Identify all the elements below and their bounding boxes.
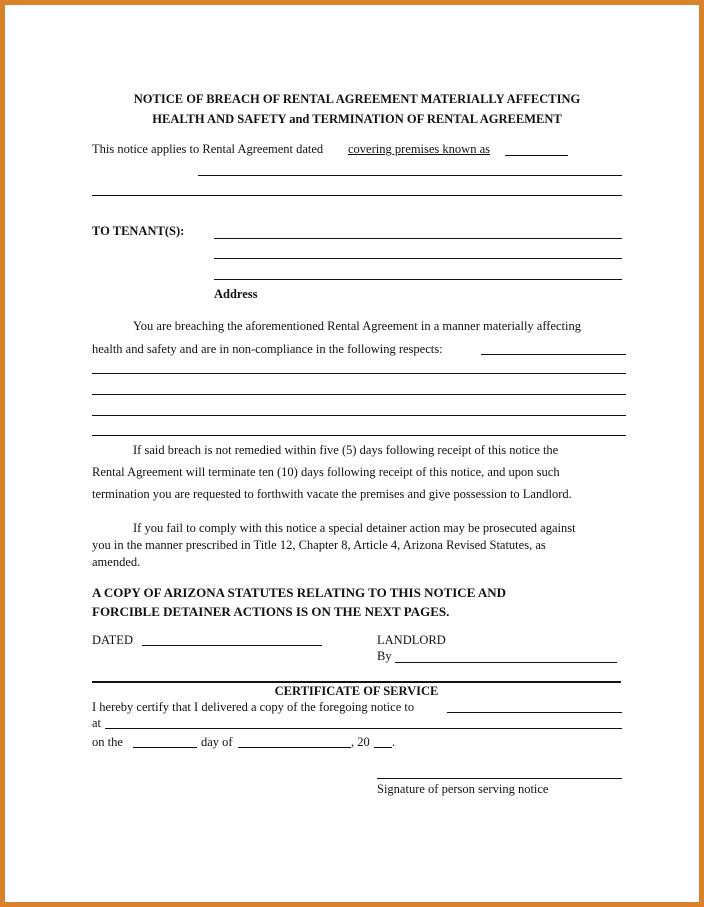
respects-line bbox=[481, 354, 626, 355]
at-label: at bbox=[92, 716, 102, 730]
year-prefix: , 20 bbox=[351, 735, 370, 749]
tenant-line-3 bbox=[214, 279, 622, 280]
respects-line-4 bbox=[92, 415, 626, 416]
remedy-line-2: Rental Agreement will terminate ten (10) days following receipt of this notice, and upon such bbox=[92, 465, 560, 479]
certificate-divider bbox=[92, 681, 621, 683]
detainer-line-3: amended. bbox=[92, 555, 141, 569]
respects-line-2 bbox=[92, 373, 626, 374]
detainer-line-2: you in the manner prescribed in Title 12, Chapter 8, Article 4, Arizona Revised Statutes, as bbox=[92, 538, 546, 552]
certify-text: I hereby certify that I delivered a copy of the foregoing notice to bbox=[92, 700, 415, 714]
certificate-title: CERTIFICATE OF SERVICE bbox=[274, 684, 439, 698]
month-line bbox=[238, 747, 351, 748]
dated-line bbox=[142, 645, 322, 646]
premises-line-2 bbox=[198, 175, 622, 176]
signature-label: Signature of person serving notice bbox=[377, 782, 549, 796]
dated-label: DATED bbox=[92, 633, 133, 647]
applies-text: This notice applies to Rental Agreement dated bbox=[92, 142, 324, 156]
breach-line-1: You are breaching the aforementioned Rental Agreement in a manner materially affecting bbox=[133, 319, 581, 333]
landlord-signature-line bbox=[395, 662, 617, 663]
by-label: By bbox=[377, 649, 392, 663]
landlord-label: LANDLORD bbox=[377, 633, 446, 647]
copy-line-1: A COPY OF ARIZONA STATUTES RELATING TO THIS NOTICE AND bbox=[92, 585, 507, 600]
tenant-line-1 bbox=[214, 238, 622, 239]
copy-line-2: FORCIBLE DETAINER ACTIONS IS ON THE NEXT PAGES. bbox=[92, 604, 450, 619]
year-line bbox=[374, 747, 392, 748]
tenant-line-2 bbox=[214, 258, 622, 259]
address-label: Address bbox=[214, 287, 258, 301]
year-suffix: . bbox=[392, 735, 396, 749]
at-line bbox=[105, 728, 622, 729]
title-line-2: HEALTH AND SAFETY and TERMINATION OF RENTAL AGREEMENT bbox=[152, 112, 562, 126]
delivered-to-line bbox=[447, 712, 622, 713]
breach-line-2: health and safety and are in non-compliance in the following respects: bbox=[92, 342, 443, 356]
title-line-1: NOTICE OF BREACH OF RENTAL AGREEMENT MATERIALLY AFFECTING bbox=[133, 92, 581, 106]
remedy-line-1: If said breach is not remedied within five (5) days following receipt of this notice the bbox=[133, 443, 559, 457]
day-of-label: day of bbox=[201, 735, 233, 749]
on-the-label: on the bbox=[92, 735, 123, 749]
detainer-line-1: If you fail to comply with this notice a special detainer action may be prosecuted against bbox=[133, 521, 576, 535]
tenants-label: TO TENANT(S): bbox=[92, 224, 185, 238]
server-signature-line bbox=[377, 778, 622, 779]
premises-text: covering premises known as bbox=[348, 142, 490, 156]
premises-line bbox=[505, 155, 568, 156]
respects-line-3 bbox=[92, 394, 626, 395]
respects-line-5 bbox=[92, 435, 626, 436]
premises-line-3 bbox=[92, 195, 622, 196]
day-line bbox=[133, 747, 197, 748]
remedy-line-3: termination you are requested to forthwith vacate the premises and give possession to Landlord. bbox=[92, 487, 572, 501]
